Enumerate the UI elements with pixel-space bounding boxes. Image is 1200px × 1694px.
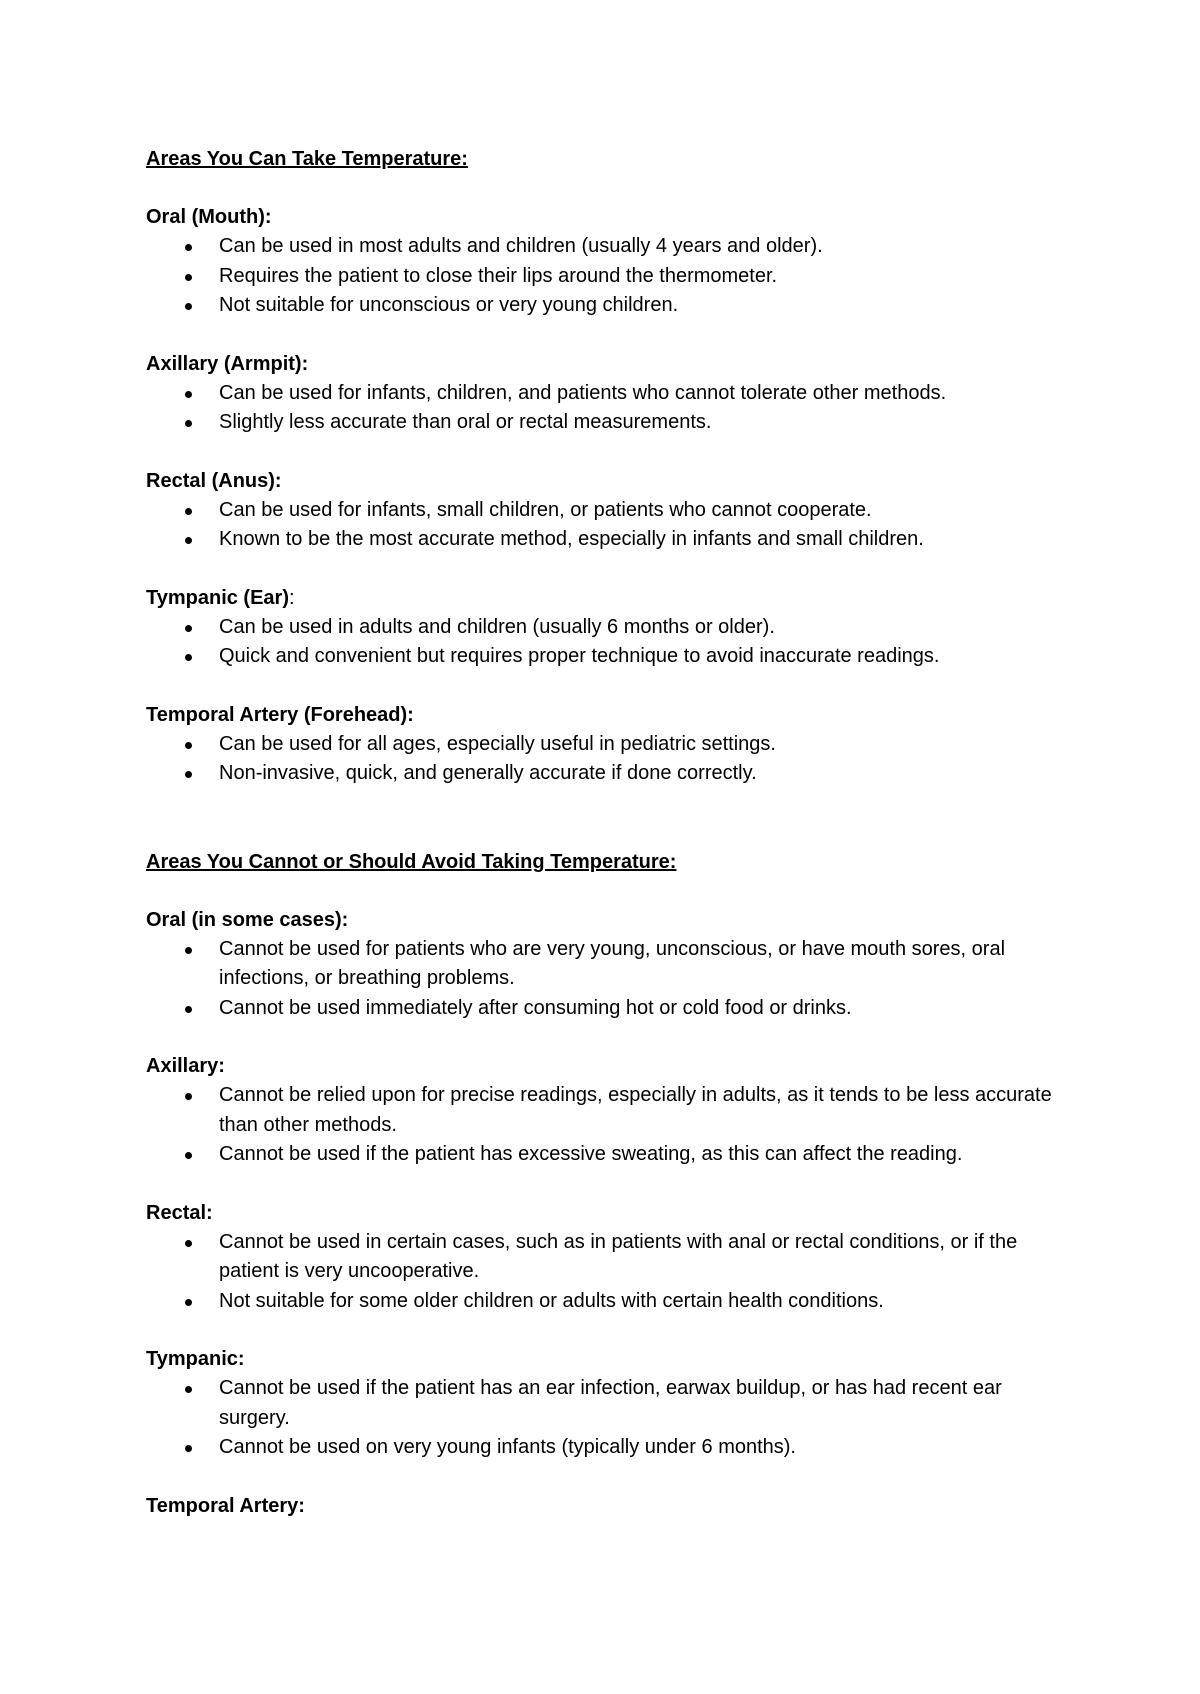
list-item-text: Not suitable for unconscious or very young children. [219, 294, 679, 316]
section-heading-can-take: Areas You Can Take Temperature: [146, 148, 468, 170]
spacer [146, 555, 1076, 583]
bullet-icon [185, 742, 192, 749]
spacer [146, 321, 1076, 349]
list-item-text: Can be used for infants, children, and patients who cannot tolerate other methods. [219, 381, 947, 404]
bullet-list [146, 1081, 1076, 1170]
bullet-icon [185, 274, 192, 281]
list-item [146, 1433, 1076, 1463]
bullet-icon [185, 947, 192, 954]
group-heading [146, 700, 1076, 730]
section-cannot-take-groups [146, 905, 1076, 1521]
bullet-icon [185, 1240, 192, 1247]
group-heading-text: Oral (Mouth): [146, 206, 272, 228]
list-item [146, 1374, 1076, 1433]
group-heading [146, 202, 1076, 232]
list-item-text: Non-invasive, quick, and generally accurate if done correctly. [219, 762, 757, 784]
document-page [146, 144, 1076, 1521]
bullet-icon [185, 391, 192, 398]
list-item [146, 730, 1076, 760]
group-heading-suffix: : [289, 586, 295, 609]
list-item-text: Not suitable for some older children or adults with certain health conditions. [219, 1289, 884, 1312]
list-item-text: Can be used for all ages, especially useful in pediatric settings. [219, 732, 776, 755]
group-heading-text: Tympanic: [146, 1348, 245, 1370]
list-item [146, 759, 1076, 789]
list-item-text: Can be used for infants, small children, or patients who cannot cooperate. [219, 498, 872, 521]
list-item [146, 613, 1076, 643]
group-heading [146, 1051, 1076, 1081]
list-item-text: Requires the patient to close their lips around the thermometer. [219, 264, 778, 287]
list-item-text: Cannot be used on very young infants (typically under 6 months). [219, 1436, 796, 1458]
list-item-text: Cannot be relied upon for precise readings, especially in adults, as it tends to be less accurate than other methods. [219, 1084, 1052, 1136]
section-can-take-groups [146, 202, 1076, 789]
spacer [146, 789, 1076, 847]
list-item [146, 994, 1076, 1024]
bullet-list [146, 1228, 1076, 1317]
bullet-icon [185, 625, 192, 632]
list-item-text: Cannot be used for patients who are very young, unconscious, or have mouth sores, oral infections, or breathing problems. [219, 937, 1006, 989]
group-heading [146, 1344, 1076, 1374]
spacer [146, 438, 1076, 466]
bullet-icon [185, 508, 192, 515]
list-item [146, 525, 1076, 555]
spacer [146, 877, 1076, 905]
group-heading-text: Oral (in some cases): [146, 908, 349, 931]
list-item-text: Cannot be used if the patient has an ear infection, earwax buildup, or has had recent ear surgery. [219, 1377, 1002, 1429]
spacer [146, 174, 1076, 202]
list-item-text: Can be used in most adults and children (usually 4 years and older). [219, 235, 823, 257]
bullet-icon [185, 1445, 192, 1452]
list-item-text: Cannot be used immediately after consuming hot or cold food or drinks. [219, 996, 852, 1019]
list-item [146, 379, 1076, 409]
list-item [146, 262, 1076, 292]
group-heading-text: Temporal Artery: [146, 1494, 305, 1517]
group-heading [146, 466, 1076, 496]
list-item [146, 408, 1076, 438]
spacer [146, 672, 1076, 700]
group-heading [146, 1491, 1076, 1521]
group-heading-text: Tympanic (Ear) [146, 586, 289, 609]
group-heading-text: Axillary (Armpit): [146, 352, 309, 375]
group-heading [146, 905, 1076, 935]
list-item-text: Cannot be used if the patient has excessive sweating, as this can affect the reading. [219, 1143, 963, 1165]
list-item [146, 1140, 1076, 1170]
group-heading [146, 583, 1076, 613]
bullet-icon [185, 654, 192, 661]
group-heading [146, 349, 1076, 379]
bullet-list [146, 496, 1076, 555]
list-item-text: Quick and convenient but requires proper technique to avoid inaccurate readings. [219, 645, 940, 667]
bullet-icon [185, 771, 192, 778]
list-item [146, 291, 1076, 321]
bullet-list [146, 730, 1076, 789]
bullet-list [146, 935, 1076, 1024]
list-item [146, 1081, 1076, 1140]
spacer [146, 1463, 1076, 1491]
section-heading-cannot-take: Areas You Cannot or Should Avoid Taking Temperature: [146, 850, 677, 873]
bullet-icon [185, 1006, 192, 1013]
list-item-text: Cannot be used in certain cases, such as in patients with anal or rectal conditions, or if the patient is very uncooperative. [219, 1230, 1018, 1282]
bullet-list [146, 1374, 1076, 1463]
list-item-text: Known to be the most accurate method, especially in infants and small children. [219, 528, 924, 550]
bullet-icon [185, 1299, 192, 1306]
group-heading [146, 1198, 1076, 1228]
list-item [146, 1287, 1076, 1317]
bullet-icon [185, 420, 192, 427]
list-item [146, 1228, 1076, 1287]
spacer [146, 1023, 1076, 1051]
spacer [146, 1170, 1076, 1198]
bullet-icon [185, 1386, 192, 1393]
list-item-text: Can be used in adults and children (usually 6 months or older). [219, 615, 775, 638]
bullet-icon [185, 244, 192, 251]
bullet-icon [185, 537, 192, 544]
list-item [146, 642, 1076, 672]
spacer [146, 1316, 1076, 1344]
group-heading-text: Temporal Artery (Forehead): [146, 703, 414, 726]
list-item [146, 496, 1076, 526]
group-heading-text: Rectal (Anus): [146, 469, 282, 492]
list-item [146, 935, 1076, 994]
bullet-list [146, 613, 1076, 672]
bullet-icon [185, 1152, 192, 1159]
bullet-list [146, 379, 1076, 438]
list-item [146, 232, 1076, 262]
bullet-list [146, 232, 1076, 321]
list-item-text: Slightly less accurate than oral or rectal measurements. [219, 411, 712, 433]
group-heading-text: Axillary: [146, 1055, 225, 1077]
bullet-icon [185, 1093, 192, 1100]
bullet-icon [185, 303, 192, 310]
group-heading-text: Rectal: [146, 1201, 213, 1224]
